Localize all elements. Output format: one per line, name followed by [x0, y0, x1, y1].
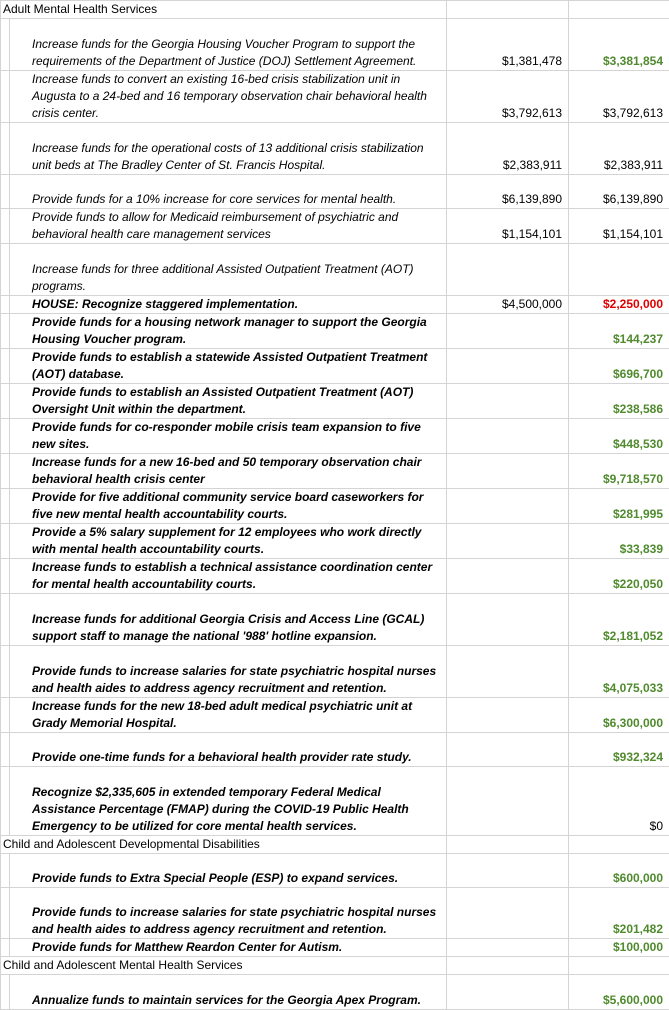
house-amount[interactable]: $100,000	[569, 939, 669, 957]
section-header-row	[1, 1, 669, 19]
item-description[interactable]: Annualize funds to maintain services for the Georgia Apex Program.	[10, 975, 447, 1010]
indent-cell[interactable]	[1, 559, 10, 594]
indent-cell[interactable]	[1, 314, 10, 349]
governor-amount[interactable]: $6,139,890	[447, 175, 569, 209]
table-row	[1, 454, 669, 489]
house-amount[interactable]: $2,181,052	[569, 594, 669, 646]
indent-cell[interactable]	[1, 454, 10, 489]
table-row	[1, 559, 669, 594]
table-row	[1, 489, 669, 524]
house-amount[interactable]: $696,700	[569, 349, 669, 384]
table-row	[1, 175, 669, 209]
item-description[interactable]: Provide funds to establish an Assisted Outpatient Treatment (AOT) Oversight Unit within the department.	[10, 384, 447, 419]
table-row	[1, 939, 669, 957]
section-title[interactable]: Child and Adolescent Developmental Disabilities	[1, 836, 447, 854]
house-amount[interactable]: $600,000	[569, 854, 669, 888]
governor-amount[interactable]	[447, 419, 569, 454]
governor-amount[interactable]	[447, 314, 569, 349]
item-description[interactable]: HOUSE: Recognize staggered implementation.	[10, 296, 447, 314]
indent-cell[interactable]	[1, 71, 10, 123]
indent-cell[interactable]	[1, 939, 10, 957]
budget-table-body	[1, 1, 669, 1010]
indent-cell[interactable]	[1, 19, 10, 71]
item-description[interactable]: Provide funds for co-responder mobile crisis team expansion to five new sites.	[10, 419, 447, 454]
indent-cell[interactable]	[1, 646, 10, 698]
indent-cell[interactable]	[1, 594, 10, 646]
governor-amount[interactable]	[447, 524, 569, 559]
empty-cell[interactable]	[447, 957, 569, 975]
governor-amount[interactable]: $2,383,911	[447, 123, 569, 175]
indent-cell[interactable]	[1, 975, 10, 1010]
governor-amount[interactable]: $4,500,000	[447, 296, 569, 314]
table-row	[1, 209, 669, 244]
table-row	[1, 296, 669, 314]
governor-amount[interactable]	[447, 975, 569, 1010]
governor-amount[interactable]	[447, 454, 569, 489]
indent-cell[interactable]	[1, 296, 10, 314]
indent-cell[interactable]	[1, 733, 10, 767]
house-amount[interactable]: $2,383,911	[569, 123, 669, 175]
table-row	[1, 524, 669, 559]
governor-amount[interactable]: $3,792,613	[447, 71, 569, 123]
item-description[interactable]: Provide funds for a 10% increase for core services for mental health.	[10, 175, 447, 209]
empty-cell[interactable]	[569, 957, 669, 975]
empty-cell[interactable]	[569, 1, 669, 19]
governor-amount[interactable]	[447, 384, 569, 419]
section-header-row	[1, 836, 669, 854]
house-amount[interactable]: $9,718,570	[569, 454, 669, 489]
house-amount[interactable]: $201,482	[569, 888, 669, 939]
section-title[interactable]: Adult Mental Health Services	[1, 1, 447, 19]
governor-amount[interactable]	[447, 733, 569, 767]
empty-cell[interactable]	[569, 836, 669, 854]
indent-cell[interactable]	[1, 419, 10, 454]
empty-cell[interactable]	[447, 1, 569, 19]
item-description[interactable]: Increase funds for the new 18-bed adult medical psychiatric unit at Grady Memorial Hospital.	[10, 698, 447, 733]
item-description[interactable]: Provide funds to establish a statewide Assisted Outpatient Treatment (AOT) database.	[10, 349, 447, 384]
governor-amount[interactable]	[447, 349, 569, 384]
governor-amount[interactable]	[447, 559, 569, 594]
empty-cell[interactable]	[447, 836, 569, 854]
indent-cell[interactable]	[1, 489, 10, 524]
table-row	[1, 854, 669, 888]
table-row	[1, 384, 669, 419]
house-amount[interactable]: $0	[569, 767, 669, 836]
indent-cell[interactable]	[1, 854, 10, 888]
house-amount[interactable]: $281,995	[569, 489, 669, 524]
house-amount[interactable]: $6,139,890	[569, 175, 669, 209]
item-description[interactable]: Provide one-time funds for a behavioral health provider rate study.	[10, 733, 447, 767]
table-row	[1, 123, 669, 175]
item-description[interactable]: Provide a 5% salary supplement for 12 employees who work directly with mental health accountability courts.	[10, 524, 447, 559]
indent-cell[interactable]	[1, 524, 10, 559]
governor-amount[interactable]	[447, 244, 569, 296]
item-description[interactable]: Provide for five additional community service board caseworkers for five new mental health accountability courts.	[10, 489, 447, 524]
table-row	[1, 594, 669, 646]
governor-amount[interactable]	[447, 939, 569, 957]
indent-cell[interactable]	[1, 244, 10, 296]
item-description[interactable]: Recognize $2,335,605 in extended temporary Federal Medical Assistance Percentage (FMAP) during the COVID-19 Public Health Emergency to be utilized for core mental health services.	[10, 767, 447, 836]
house-amount[interactable]: $448,530	[569, 419, 669, 454]
item-description[interactable]: Provide funds for a housing network manager to support the Georgia Housing Voucher program.	[10, 314, 447, 349]
indent-cell[interactable]	[1, 767, 10, 836]
indent-cell[interactable]	[1, 698, 10, 733]
table-row	[1, 419, 669, 454]
table-row	[1, 975, 669, 1010]
house-amount[interactable]: $932,324	[569, 733, 669, 767]
house-amount[interactable]: $6,300,000	[569, 698, 669, 733]
table-row	[1, 767, 669, 836]
house-amount[interactable]: $220,050	[569, 559, 669, 594]
house-amount[interactable]: $4,075,033	[569, 646, 669, 698]
house-amount[interactable]: $238,586	[569, 384, 669, 419]
item-description[interactable]: Increase funds for a new 16-bed and 50 temporary observation chair behavioral health crisis center	[10, 454, 447, 489]
house-amount[interactable]	[569, 244, 669, 296]
table-row	[1, 244, 669, 296]
table-row	[1, 349, 669, 384]
governor-amount[interactable]	[447, 888, 569, 939]
section-header-row	[1, 957, 669, 975]
table-row	[1, 733, 669, 767]
house-amount[interactable]: $3,792,613	[569, 71, 669, 123]
item-description[interactable]: Provide funds to increase salaries for state psychiatric hospital nurses and health aides to address agency recruitment and retention.	[10, 888, 447, 939]
governor-amount[interactable]	[447, 489, 569, 524]
item-description[interactable]: Provide funds to increase salaries for state psychiatric hospital nurses and health aides to address agency recruitment and retention.	[10, 646, 447, 698]
house-amount[interactable]: $1,154,101	[569, 209, 669, 244]
governor-amount[interactable]: $1,154,101	[447, 209, 569, 244]
item-description[interactable]: Increase funds to establish a technical assistance coordination center for mental health accountability courts.	[10, 559, 447, 594]
house-amount[interactable]: $5,600,000	[569, 975, 669, 1010]
house-amount[interactable]: $3,381,854	[569, 19, 669, 71]
house-amount[interactable]: $33,839	[569, 524, 669, 559]
governor-amount[interactable]	[447, 854, 569, 888]
section-title[interactable]: Child and Adolescent Mental Health Services	[1, 957, 447, 975]
table-row	[1, 71, 669, 123]
house-amount[interactable]: $2,250,000	[569, 296, 669, 314]
indent-cell[interactable]	[1, 888, 10, 939]
governor-amount[interactable]	[447, 594, 569, 646]
table-row	[1, 314, 669, 349]
governor-amount[interactable]	[447, 767, 569, 836]
table-row	[1, 646, 669, 698]
item-description[interactable]: Increase funds for the operational costs of 13 additional crisis stabilization unit beds at The Bradley Center of St. Francis Hospital.	[10, 123, 447, 175]
item-description[interactable]: Provide funds to Extra Special People (ESP) to expand services.	[10, 854, 447, 888]
indent-cell[interactable]	[1, 123, 10, 175]
item-description[interactable]: Increase funds for three additional Assisted Outpatient Treatment (AOT) programs.	[10, 244, 447, 296]
governor-amount[interactable]: $1,381,478	[447, 19, 569, 71]
item-description[interactable]: Provide funds for Matthew Reardon Center for Autism.	[10, 939, 447, 957]
house-amount[interactable]: $144,237	[569, 314, 669, 349]
indent-cell[interactable]	[1, 209, 10, 244]
governor-amount[interactable]	[447, 646, 569, 698]
indent-cell[interactable]	[1, 349, 10, 384]
table-row	[1, 698, 669, 733]
table-row	[1, 888, 669, 939]
table-row	[1, 19, 669, 71]
item-description[interactable]: Increase funds to convert an existing 16-bed crisis stabilization unit in Augusta to a 24-bed and 16 temporary observation chair behavioral health crisis center.	[10, 71, 447, 123]
indent-cell[interactable]	[1, 175, 10, 209]
indent-cell[interactable]	[1, 384, 10, 419]
governor-amount[interactable]	[447, 698, 569, 733]
item-description[interactable]: Increase funds for additional Georgia Crisis and Access Line (GCAL) support staff to manage the national '988' hotline expansion.	[10, 594, 447, 646]
item-description[interactable]: Increase funds for the Georgia Housing Voucher Program to support the requirements of the Department of Justice (DOJ) Settlement Agreement.	[10, 19, 447, 71]
item-description[interactable]: Provide funds to allow for Medicaid reimbursement of psychiatric and behavioral health care management services	[10, 209, 447, 244]
